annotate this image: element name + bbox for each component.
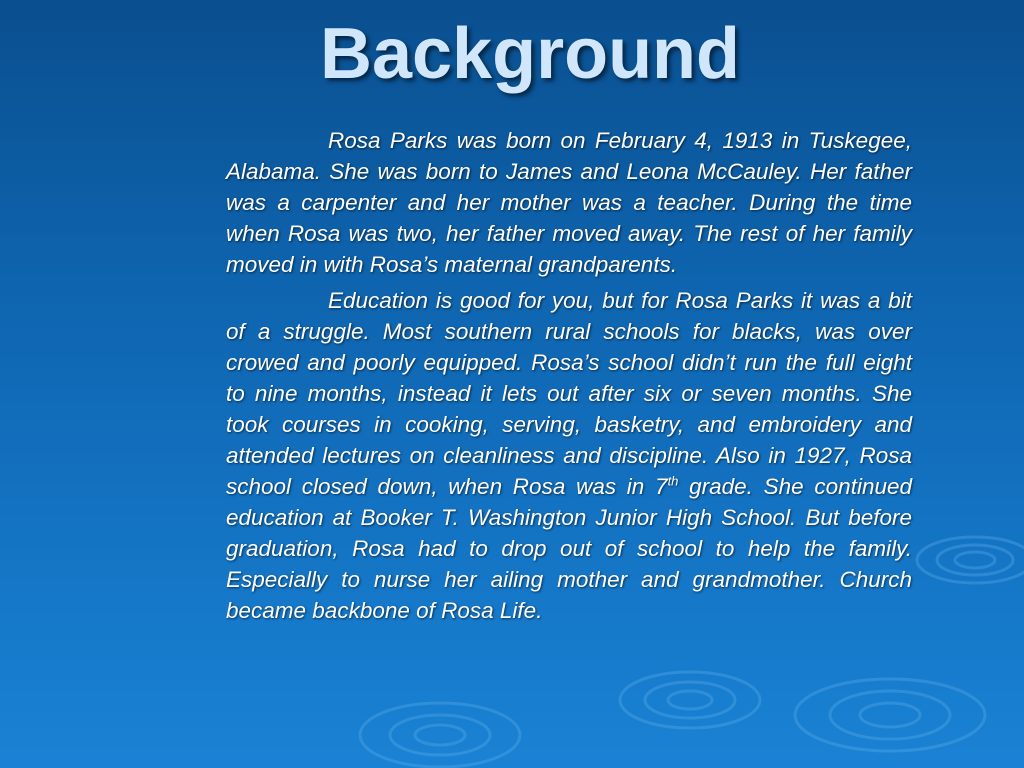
slide-body bbox=[226, 125, 912, 631]
paragraph-education bbox=[226, 285, 912, 626]
slide-title: Background bbox=[319, 14, 741, 94]
paragraph-birth: Rosa Parks was born on February 4, 1913 in Tuskegee, Alabama. She was born to James and Leona McCauley. Her father was a carpenter and her mother was a teacher. During the time when Rosa was two, her father moved away. The rest of her family moved in with Rosa’s maternal grandparents. bbox=[226, 128, 912, 277]
paragraph-education-part2: grade. She continued education at Booker T. Washington Junior High School. But before graduation, Rosa had to drop out of school to help the family. Especially to nurse her ailing mother and grandmother. Church became backbone of Rosa Life. bbox=[226, 474, 912, 623]
ordinal-suffix: th bbox=[667, 473, 679, 489]
paragraph-education-part1: Education is good for you, but for Rosa Parks it was a bit of a struggle. Most southern rural schools for blacks, was over crowed and poorly equipped. Rosa’s school didn’t run the full eight to nine months, instead it lets out after six or seven months. She took courses in cooking, serving, basketry, and embroidery and attended lectures on cleanliness and discipline. Also in 1927, Rosa school closed down, when Rosa was in 7 bbox=[226, 288, 912, 499]
